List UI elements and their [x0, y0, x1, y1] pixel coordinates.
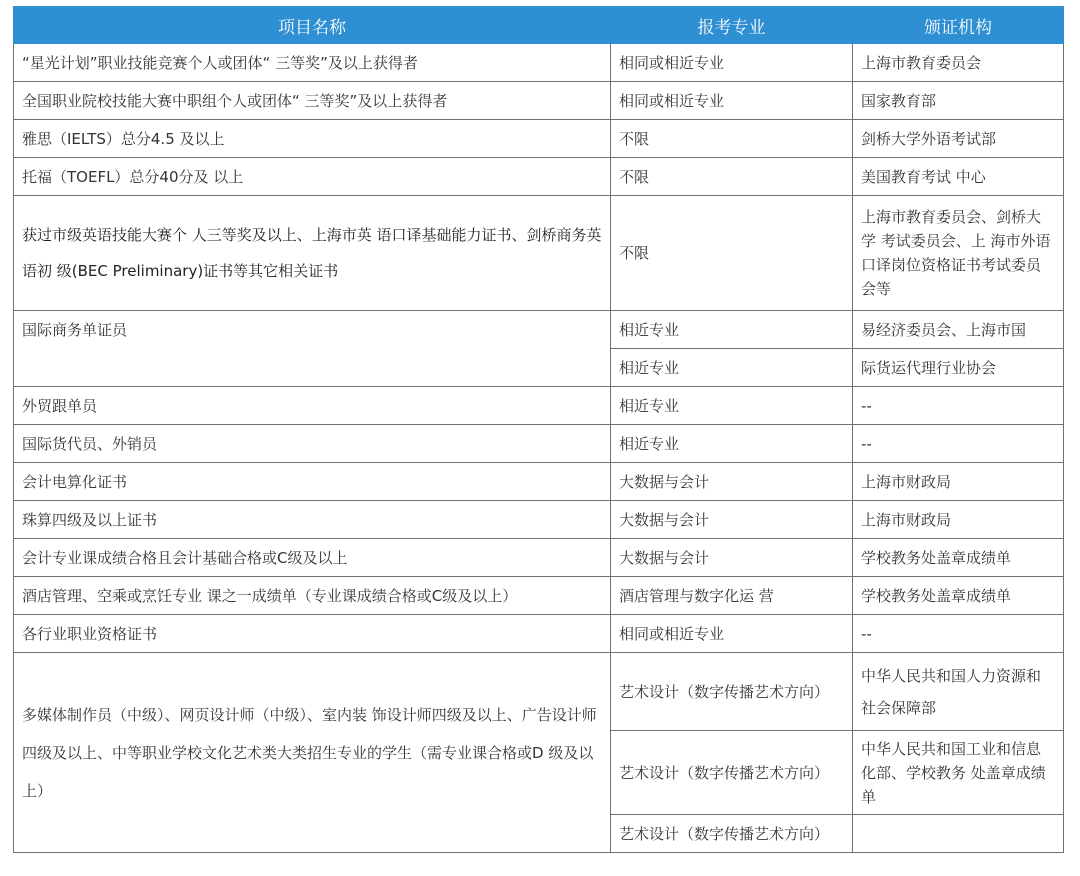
- table-row: [14, 653, 1064, 731]
- cell-issuer: --: [853, 615, 1064, 653]
- table-row: [14, 387, 1064, 425]
- cell-issuer: 际货运代理行业协会: [853, 349, 1064, 387]
- cell-project-name: “星光计划”职业技能竞赛个人或团体“ 三等奖”及以上获得者: [14, 44, 611, 82]
- cell-issuer: --: [853, 387, 1064, 425]
- cell-project-name: 会计电算化证书: [14, 463, 611, 501]
- cell-issuer: 上海市财政局: [853, 501, 1064, 539]
- cell-major: 艺术设计（数字传播艺术方向）: [611, 653, 853, 731]
- table-row: [14, 311, 1064, 349]
- table-row: [14, 158, 1064, 196]
- cell-major: 不限: [611, 158, 853, 196]
- table-row: [14, 501, 1064, 539]
- qualification-table: [13, 6, 1064, 853]
- cell-project-name: 多媒体制作员（中级）、网页设计师（中级）、室内装 饰设计师四级及以上、广告设计师四级及以上、中等职业学校文化艺术类大类招生专业的学生（需专业课合格或D 级及以上）: [14, 653, 611, 853]
- cell-major: 相近专业: [611, 387, 853, 425]
- cell-major: 相同或相近专业: [611, 82, 853, 120]
- header-major: 报考专业: [611, 7, 853, 44]
- table-row: [14, 615, 1064, 653]
- cell-major: 相同或相近专业: [611, 44, 853, 82]
- cell-major: 相近专业: [611, 425, 853, 463]
- cell-major: 大数据与会计: [611, 463, 853, 501]
- cell-issuer: 剑桥大学外语考试部: [853, 120, 1064, 158]
- table-row: [14, 120, 1064, 158]
- cell-major: 大数据与会计: [611, 501, 853, 539]
- table-row: [14, 539, 1064, 577]
- cell-major: 相近专业: [611, 349, 853, 387]
- cell-issuer: [853, 815, 1064, 853]
- cell-major: 艺术设计（数字传播艺术方向）: [611, 815, 853, 853]
- table-row: [14, 44, 1064, 82]
- cell-major: 大数据与会计: [611, 539, 853, 577]
- cell-major: 不限: [611, 120, 853, 158]
- header-issuer: 颁证机构: [853, 7, 1064, 44]
- cell-issuer: 上海市教育委员会: [853, 44, 1064, 82]
- table-row: [14, 196, 1064, 311]
- cell-project-name: 托福（TOEFL）总分40分及 以上: [14, 158, 611, 196]
- cell-project-name: 国际货代员、外销员: [14, 425, 611, 463]
- cell-issuer: 中华人民共和国人力资源和社会保障部: [853, 653, 1064, 731]
- cell-major: 相同或相近专业: [611, 615, 853, 653]
- cell-issuer: 学校教务处盖章成绩单: [853, 577, 1064, 615]
- table-row: [14, 577, 1064, 615]
- cell-issuer: 上海市教育委员会、剑桥大学 考试委员会、上 海市外语口译岗位资格证书考试委员会等: [853, 196, 1064, 311]
- cell-project-name: 国际商务单证员: [14, 311, 611, 387]
- header-project-name: 项目名称: [14, 7, 611, 44]
- cell-project-name: 全国职业院校技能大赛中职组个人或团体“ 三等奖”及以上获得者: [14, 82, 611, 120]
- cell-major: 酒店管理与数字化运 营: [611, 577, 853, 615]
- cell-major: 不限: [611, 196, 853, 311]
- cell-project-name: 获过市级英语技能大赛个 人三等奖及以上、上海市英 语口译基础能力证书、剑桥商务英语初 级(BEC Preliminary)证书等其它相关证书: [14, 196, 611, 311]
- cell-project-name: 酒店管理、空乘或烹饪专业 课之一成绩单（专业课成绩合格或C级及以上）: [14, 577, 611, 615]
- qualification-table-container: [13, 6, 1063, 853]
- cell-issuer: 易经济委员会、上海市国: [853, 311, 1064, 349]
- cell-issuer: 国家教育部: [853, 82, 1064, 120]
- cell-project-name: 各行业职业资格证书: [14, 615, 611, 653]
- cell-issuer: --: [853, 425, 1064, 463]
- cell-issuer: 美国教育考试 中心: [853, 158, 1064, 196]
- cell-major: 相近专业: [611, 311, 853, 349]
- table-row: [14, 82, 1064, 120]
- table-row: [14, 425, 1064, 463]
- table-header-row: [14, 7, 1064, 44]
- cell-project-name: 会计专业课成绩合格且会计基础合格或C级及以上: [14, 539, 611, 577]
- cell-major: 艺术设计（数字传播艺术方向）: [611, 731, 853, 815]
- cell-issuer: 中华人民共和国工业和信息化部、学校教务 处盖章成绩单: [853, 731, 1064, 815]
- table-row: [14, 463, 1064, 501]
- cell-project-name: 外贸跟单员: [14, 387, 611, 425]
- cell-project-name: 雅思（IELTS）总分4.5 及以上: [14, 120, 611, 158]
- cell-project-name: 珠算四级及以上证书: [14, 501, 611, 539]
- cell-issuer: 上海市财政局: [853, 463, 1064, 501]
- cell-issuer: 学校教务处盖章成绩单: [853, 539, 1064, 577]
